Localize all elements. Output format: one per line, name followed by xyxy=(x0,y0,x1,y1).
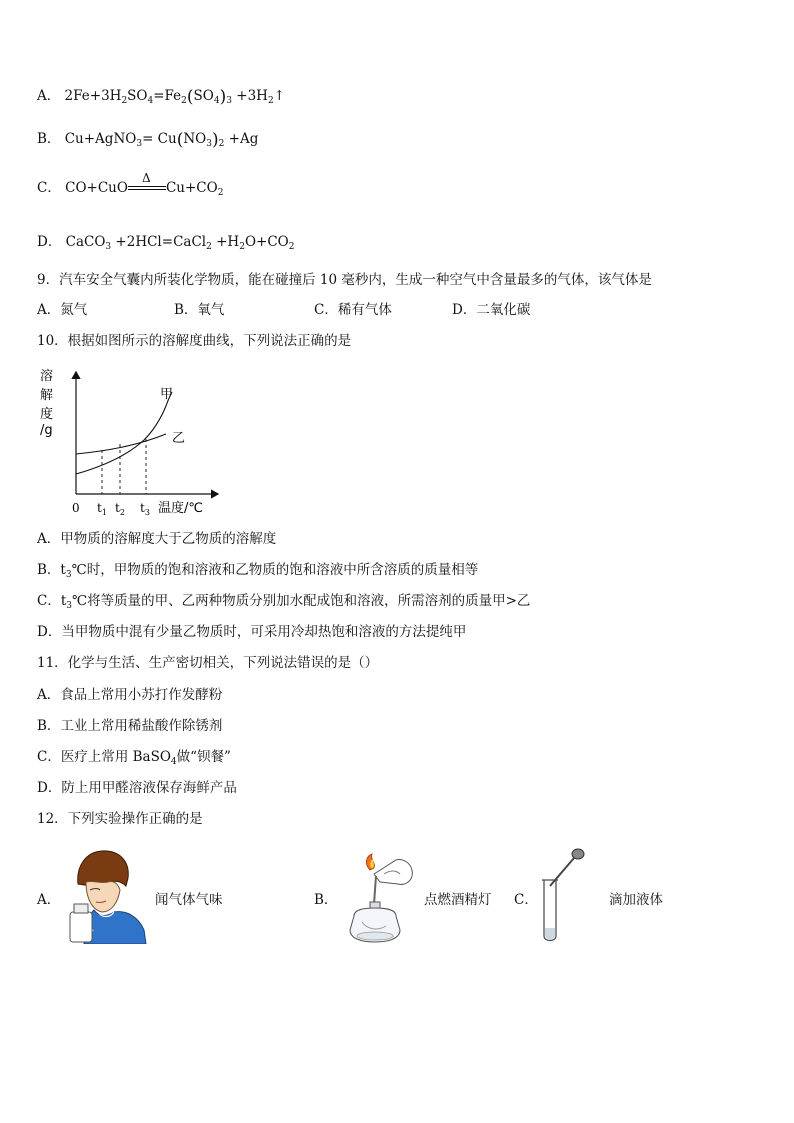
q12-option-c-letter: C． xyxy=(514,892,538,908)
q9-option-c: C．稀有气体 xyxy=(314,302,392,318)
series-label-yi: 乙 xyxy=(172,431,186,446)
q12-stem: 12．下列实验操作正确的是 xyxy=(37,811,203,827)
q10-option-b: B．$t_3℃$时，甲物质的饱和溶液和乙物质的饱和溶液中所含溶质的质量相等 xyxy=(37,562,479,580)
series-label-jia: 甲 xyxy=(160,387,174,402)
q11-option-c: C．医疗上常用 BaSO$_4$做“钡餐” xyxy=(37,749,231,767)
y-axis-label-1: 溶 xyxy=(40,369,54,384)
q8-option-b: B． Cu+AgNO$_3$= $Cu(NO_3)_2 +Ag$ xyxy=(37,130,259,150)
origin-label: 0 xyxy=(72,501,80,515)
y-axis-label-4: /g xyxy=(40,423,53,438)
y-axis-label-2: 解 xyxy=(40,388,54,403)
heat-condition: Δ xyxy=(141,170,151,185)
q9-option-b: B．氧气 xyxy=(174,302,225,318)
q9-option-a: A．氮气 xyxy=(37,302,88,318)
q9-options xyxy=(37,300,530,320)
dropping-liquid-illustration xyxy=(536,846,592,946)
q11-option-a: A．食品上常用小苏打作发酵粉 xyxy=(37,687,223,703)
curve-yi xyxy=(76,434,166,454)
tick-t3: $t_3$ xyxy=(140,501,150,517)
q10-option-c: C．$t_3℃$将等质量的甲、乙两种物质分别加水配成饱和溶液，所需溶剂的质量甲>乙 xyxy=(37,593,531,611)
y-axis-label-3: 度 xyxy=(40,407,54,422)
q9-stem: 9．汽车安全气囊内所装化学物质，能在碰撞后 10 毫秒内，生成一种空气中含量最多的气体，该气体是 xyxy=(37,272,652,288)
q11-option-b: B．工业上常用稀盐酸作除锈剂 xyxy=(37,718,223,734)
q10-option-a: A．甲物质的溶解度大于乙物质的溶解度 xyxy=(37,531,277,547)
q12-option-b-caption: 点燃酒精灯 xyxy=(424,892,492,908)
q8-option-d: D． CaCO$_3$ +2HCl=CaCl$_2$ $+H_2O+CO_2$ xyxy=(37,234,295,252)
q9-option-d: D．二氧化碳 xyxy=(452,302,531,318)
smelling-gas-illustration xyxy=(64,846,148,944)
tick-t2: $t_2$ xyxy=(115,501,125,517)
solubility-chart xyxy=(36,362,236,520)
q12-option-a-caption: 闻气体气味 xyxy=(155,892,223,908)
q12-option-a-letter: A． xyxy=(37,892,61,908)
q11-stem: 11．化学与生活、生产密切相关，下列说法错误的是（） xyxy=(37,655,379,671)
q12-option-b-letter: B． xyxy=(314,892,338,908)
q10-stem: 10．根据如图所示的溶解度曲线，下列说法正确的是 xyxy=(37,333,352,349)
q10-option-d: D．当甲物质中混有少量乙物质时，可采用冷却热饱和溶液的方法提纯甲 xyxy=(37,624,467,640)
tick-t1: $t_1$ xyxy=(97,501,107,517)
x-axis-label: 温度/℃ xyxy=(158,501,203,516)
q8-option-a: A． $2Fe+3H_2SO_4=Fe_2(SO_4)_3$ $+3H_2↑$ xyxy=(37,87,285,107)
q12-option-c-caption: 滴加液体 xyxy=(609,892,663,908)
q11-option-d: D．防上用甲醛溶液保存海鲜产品 xyxy=(37,780,237,796)
lighting-alcohol-lamp-illustration xyxy=(336,852,418,944)
q8-option-c: C． CO+CuO Δ $Cu+CO_2$ xyxy=(37,178,223,203)
curve-jia xyxy=(76,392,172,474)
